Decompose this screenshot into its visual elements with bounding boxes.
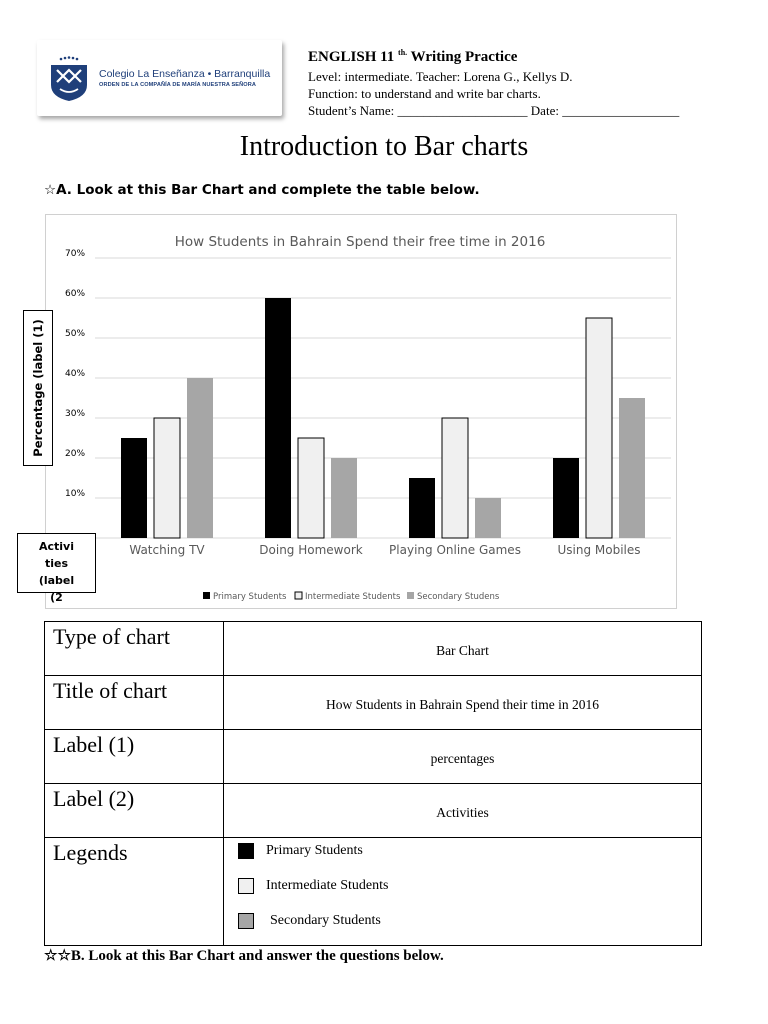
school-name: Colegio La Enseñanza • Barranquilla bbox=[99, 68, 271, 80]
label2-text bbox=[18, 538, 95, 606]
bar bbox=[187, 378, 213, 538]
bar bbox=[331, 458, 357, 538]
course-name: ENGLISH 11 bbox=[308, 49, 395, 65]
row-value bbox=[224, 784, 702, 838]
bar bbox=[553, 458, 579, 538]
y-tick-label: 20% bbox=[65, 449, 86, 459]
y-tick-label: 70% bbox=[65, 249, 86, 259]
bar bbox=[121, 438, 147, 538]
row-value bbox=[224, 676, 702, 730]
row-head: Type of chart bbox=[45, 622, 224, 676]
chart-title: How Students in Bahrain Spend their free time in 2016 bbox=[174, 234, 546, 250]
bar bbox=[619, 398, 645, 538]
legend-item bbox=[238, 842, 701, 860]
row-head: Title of chart bbox=[45, 676, 224, 730]
school-crest-icon bbox=[48, 55, 90, 103]
bar bbox=[475, 498, 501, 538]
row-head: Label (1) bbox=[45, 730, 224, 784]
table-row bbox=[45, 784, 702, 838]
legend-label: Primary Students bbox=[213, 592, 287, 602]
legend-swatch bbox=[407, 592, 414, 599]
x-tick-label: Doing Homework bbox=[259, 543, 363, 557]
legend-item bbox=[238, 877, 701, 895]
chart-info-table bbox=[44, 621, 702, 946]
legend-item bbox=[238, 912, 701, 930]
bar bbox=[409, 478, 435, 538]
student-name-date-line: Student’s Name: ____________________ Date: __________________ bbox=[308, 103, 680, 118]
x-tick-label: Using Mobiles bbox=[557, 543, 641, 557]
x-tick-label: Playing Online Games bbox=[389, 543, 521, 557]
label2-line: (label bbox=[38, 574, 75, 587]
row-value-text: Bar Chart bbox=[436, 643, 489, 658]
legend-swatch bbox=[238, 843, 254, 859]
label2-line: ties bbox=[44, 557, 69, 570]
section-a-instruction: ☆A. Look at this Bar Chart and complete the table below. bbox=[44, 182, 480, 198]
page-title: Introduction to Bar charts bbox=[239, 131, 529, 162]
bar bbox=[298, 438, 324, 538]
legend-label: Secondary Students bbox=[270, 913, 381, 928]
legends-cell bbox=[224, 838, 702, 946]
row-value bbox=[224, 622, 702, 676]
row-value bbox=[224, 730, 702, 784]
course-sup: th. bbox=[398, 48, 408, 57]
table-row bbox=[45, 730, 702, 784]
school-subtitle: ORDEN DE LA COMPAÑÍA DE MARÍA NUESTRA SEÑORA bbox=[99, 82, 256, 88]
label2-box bbox=[17, 533, 96, 604]
legend-label: Secondary Studens bbox=[417, 592, 500, 602]
legend-label: Intermediate Students bbox=[305, 592, 401, 602]
legend-label: Primary Students bbox=[266, 843, 363, 858]
legend-swatch bbox=[238, 913, 254, 929]
bar bbox=[586, 318, 612, 538]
y-tick-label: 60% bbox=[65, 289, 86, 299]
legend-label: Intermediate Students bbox=[266, 878, 389, 893]
label2-line: (2 bbox=[50, 591, 63, 604]
label1-box bbox=[23, 310, 53, 466]
legend-swatch bbox=[238, 878, 254, 894]
course-title bbox=[308, 48, 517, 66]
section-b-instruction: ☆☆B. Look at this Bar Chart and answer the questions below. bbox=[44, 948, 444, 964]
row-value-text: percentages bbox=[430, 751, 495, 766]
row-value-text: How Students in Bahrain Spend their time in 2016 bbox=[326, 697, 599, 712]
bar bbox=[154, 418, 180, 538]
table-row-legends bbox=[45, 838, 702, 946]
bar bbox=[265, 298, 291, 538]
y-tick-label: 30% bbox=[65, 409, 86, 419]
label2-line: Activi bbox=[38, 540, 74, 553]
x-tick-label: Watching TV bbox=[129, 543, 205, 557]
table-row bbox=[45, 622, 702, 676]
y-tick-label: 40% bbox=[65, 369, 86, 379]
bar bbox=[442, 418, 468, 538]
label1-text: Percentage (label (1) bbox=[31, 319, 45, 457]
course-suffix: Writing Practice bbox=[407, 49, 518, 65]
level-teacher-line: Level: intermediate. Teacher: Lorena G., Kellys D. bbox=[308, 69, 573, 84]
row-value-text: Activities bbox=[436, 805, 489, 820]
function-line: Function: to understand and write bar charts. bbox=[308, 86, 541, 101]
table-row bbox=[45, 676, 702, 730]
y-tick-label: 50% bbox=[65, 329, 86, 339]
y-tick-label: 10% bbox=[65, 489, 86, 499]
legend-swatch bbox=[295, 592, 302, 599]
row-head: Label (2) bbox=[45, 784, 224, 838]
row-head: Legends bbox=[45, 838, 224, 946]
legend-swatch bbox=[203, 592, 210, 599]
bar-chart bbox=[45, 214, 675, 607]
